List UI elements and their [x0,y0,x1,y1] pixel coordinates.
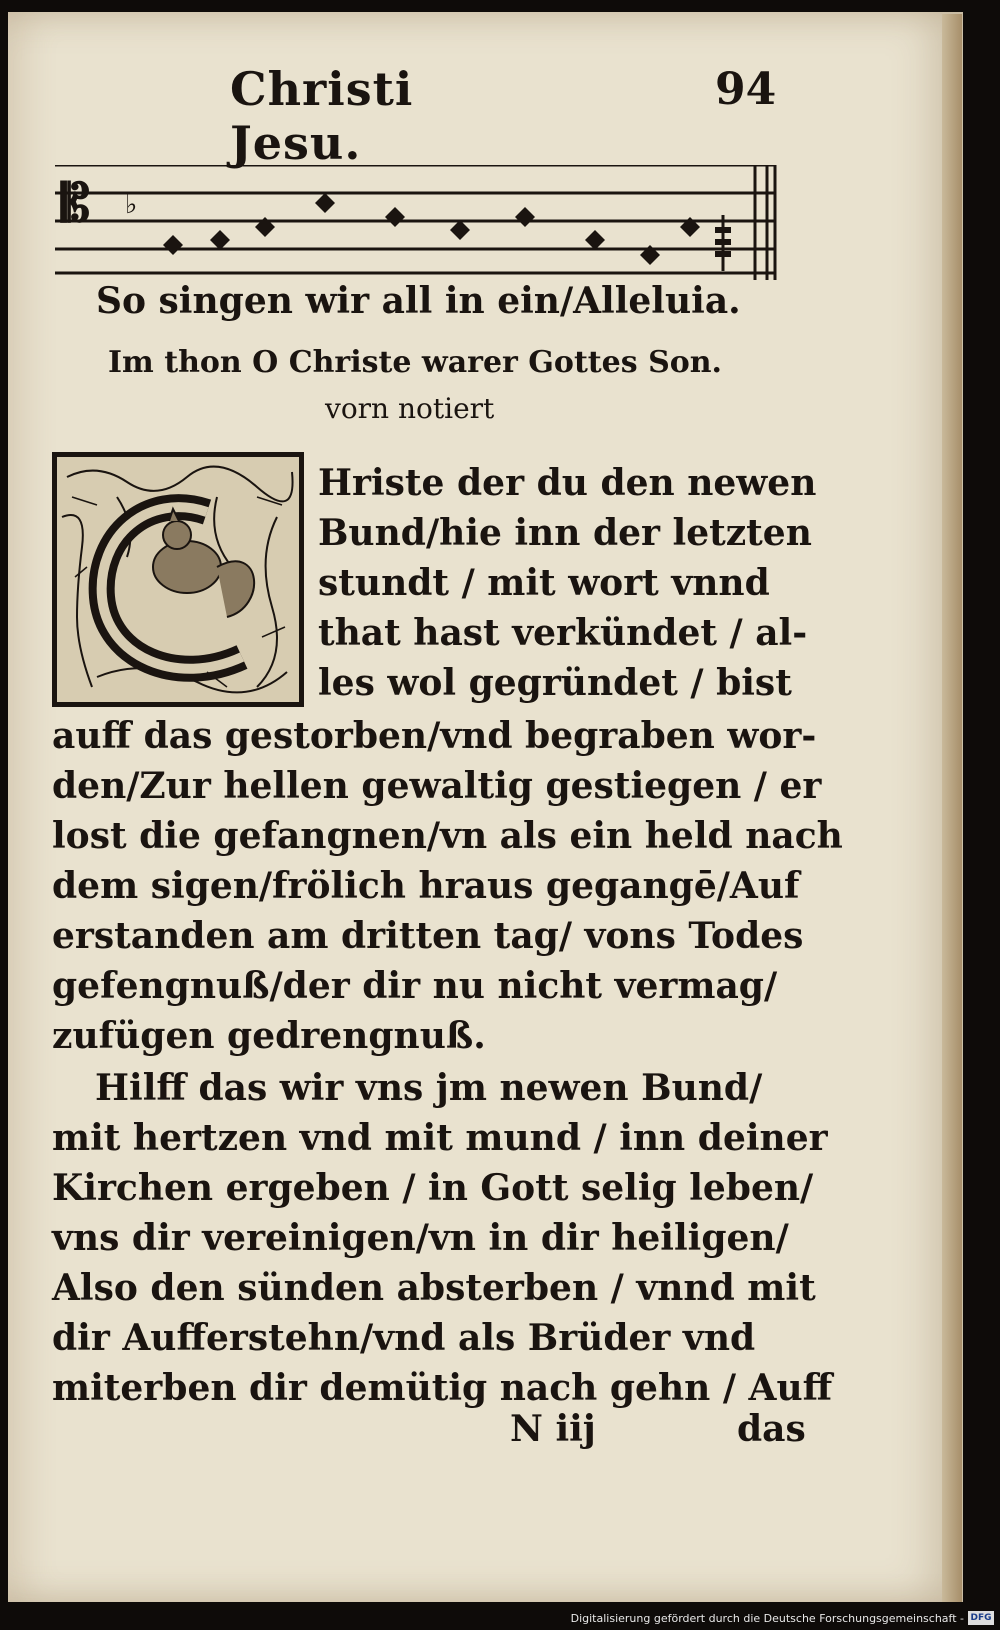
page-edge [942,14,962,1602]
text-line: les wol gegründet / bist [318,662,792,704]
text-line: gefengnuß/der dir nu nicht vermag/ [52,965,778,1007]
neume-notes [163,193,700,265]
text-line: auff das gestorben/vnd begraben wor- [52,715,817,757]
catchword: das [737,1408,806,1450]
dfg-logo-icon: DFG [968,1611,994,1625]
digitization-credit: Digitalisierung gefördert durch die Deutsche Forschungsgemeinschaft - [570,1612,964,1625]
note [385,207,405,227]
text-line: Also den sünden absterben / vnnd mit [52,1267,816,1309]
flat-icon: ♭ [125,190,138,220]
note [163,235,183,255]
note [515,207,535,227]
note [315,193,335,213]
staff-lines [55,165,775,273]
custos [715,227,731,257]
note [585,230,605,250]
text-line: erstanden am dritten tag/ vons Todes [52,915,804,957]
text-line: Kirchen ergeben / in Gott selig leben/ [52,1167,814,1209]
text-line: stundt / mit wort vnnd [318,562,770,604]
page-number: 94 [715,64,777,115]
lyric-line: So singen wir all in ein/Alleluia. [96,280,741,322]
text-line: Hriste der du den newen [318,462,817,504]
note [210,230,230,250]
decorated-initial-c [52,452,304,707]
text-line: den/Zur hellen gewaltig gestiegen / er [52,765,822,807]
woodcut-squirrel-icon [57,457,299,702]
text-line: mit hertzen vnd mit mund / inn deiner [52,1117,828,1159]
c-clef-icon: 𝄡 [61,173,91,234]
text-line: zufügen gedrengnuß. [52,1015,486,1057]
text-line: dem sigen/frölich hraus gegangē/Auf [52,865,800,907]
note [450,220,470,240]
text-line: Bund/hie inn der letzten [318,512,812,554]
signature-mark: N iij [510,1408,596,1450]
text-line: miterben dir demütig nach gehn / Auff [52,1367,833,1409]
text-line: vns dir vereinigen/vn in dir heiligen/ [52,1217,789,1259]
melody-reference: Im thon O Christe warer Gottes Son. [108,345,723,380]
text-line: Hilff das wir vns jm newen Bund/ [95,1067,763,1109]
running-header: Christi Jesu. [230,62,414,170]
music-staff [55,165,815,285]
text-line: lost die gefangnen/vn als ein held nach [52,815,843,857]
text-line: dir Aufferstehn/vnd als Brüder vnd [52,1317,756,1359]
text-line: that hast verkündet / al- [318,612,808,654]
notation-note: vorn notiert [325,392,495,425]
